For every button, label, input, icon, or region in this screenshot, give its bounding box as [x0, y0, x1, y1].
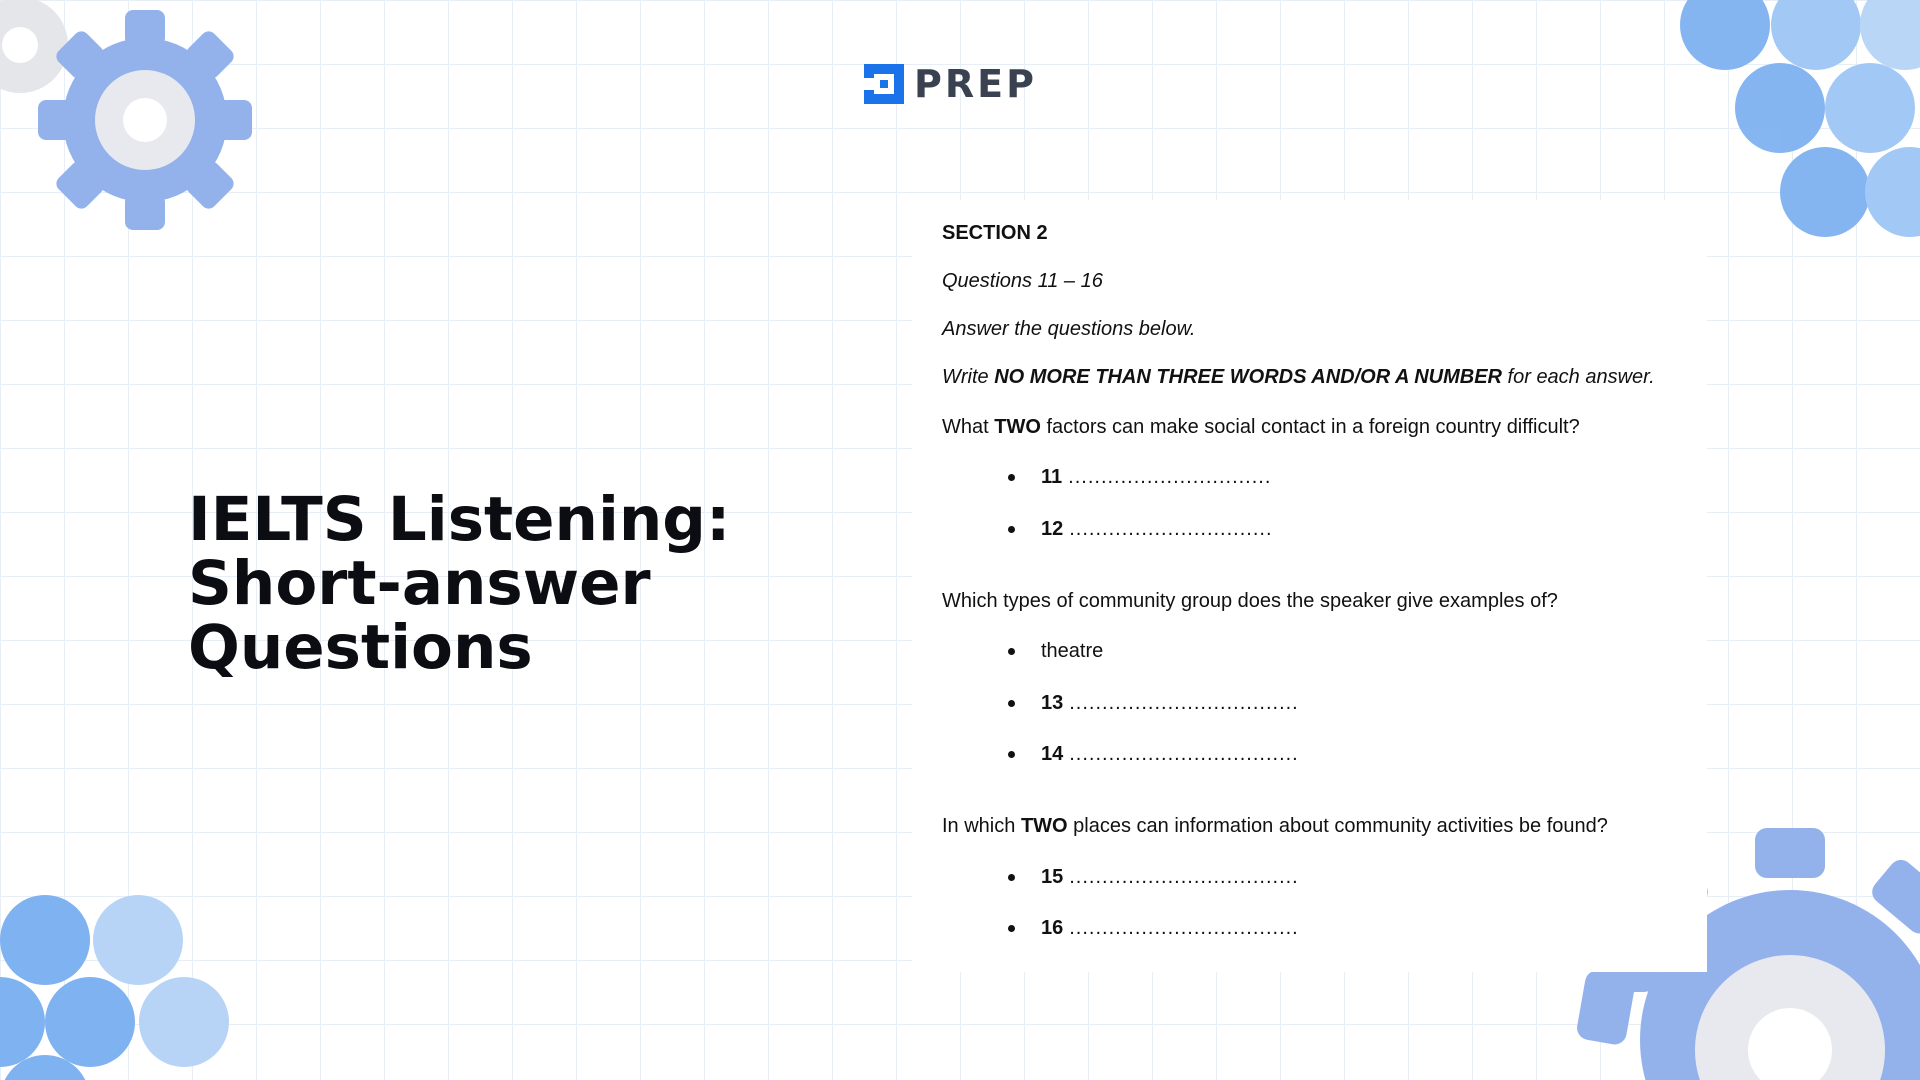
instruction-answer: Answer the questions below.	[942, 318, 1196, 340]
bullet-icon	[1008, 751, 1015, 758]
bullet-icon	[1008, 700, 1015, 707]
instruction-word-limit: Write NO MORE THAN THREE WORDS AND/OR A NUMBER for each answer.	[942, 366, 1655, 388]
bullet-icon	[1008, 474, 1015, 481]
bullet-icon	[1008, 526, 1015, 533]
circles-top-right-icon	[1680, 0, 1920, 240]
answer-line-11: 11 ...............................	[1008, 466, 1271, 489]
title-line-2: Short-answer	[188, 548, 651, 619]
questions-range: Questions 11 – 16	[942, 270, 1103, 292]
answer-line-16: 16 ...................................	[1008, 917, 1299, 940]
section-heading: SECTION 2	[942, 222, 1048, 244]
page-title	[188, 484, 731, 683]
gear-top-left-icon	[30, 0, 270, 240]
question-1-text: What TWO factors can make social contact in a foreign country difficult?	[942, 416, 1580, 438]
question-3-text: In which TWO places can information about community activities be found?	[942, 815, 1608, 837]
exam-document	[912, 200, 1707, 972]
bullet-icon	[1008, 874, 1015, 881]
question-2-text: Which types of community group does the speaker give examples of?	[942, 590, 1558, 612]
circles-bottom-left-icon	[0, 890, 240, 1080]
bullet-icon	[1008, 925, 1015, 932]
brand-logo	[860, 60, 1037, 108]
bullet-icon	[1008, 648, 1015, 655]
example-theatre: theatre	[1008, 640, 1103, 663]
answer-line-14: 14 ...................................	[1008, 743, 1299, 766]
answer-line-15: 15 ...................................	[1008, 866, 1299, 889]
answer-line-12: 12 ...............................	[1008, 518, 1273, 541]
brand-name: PREP	[914, 62, 1037, 106]
title-line-1: IELTS Listening:	[188, 484, 731, 555]
answer-line-13: 13 ...................................	[1008, 692, 1299, 715]
prep-logo-icon	[860, 60, 908, 108]
title-line-3: Questions	[188, 612, 533, 683]
